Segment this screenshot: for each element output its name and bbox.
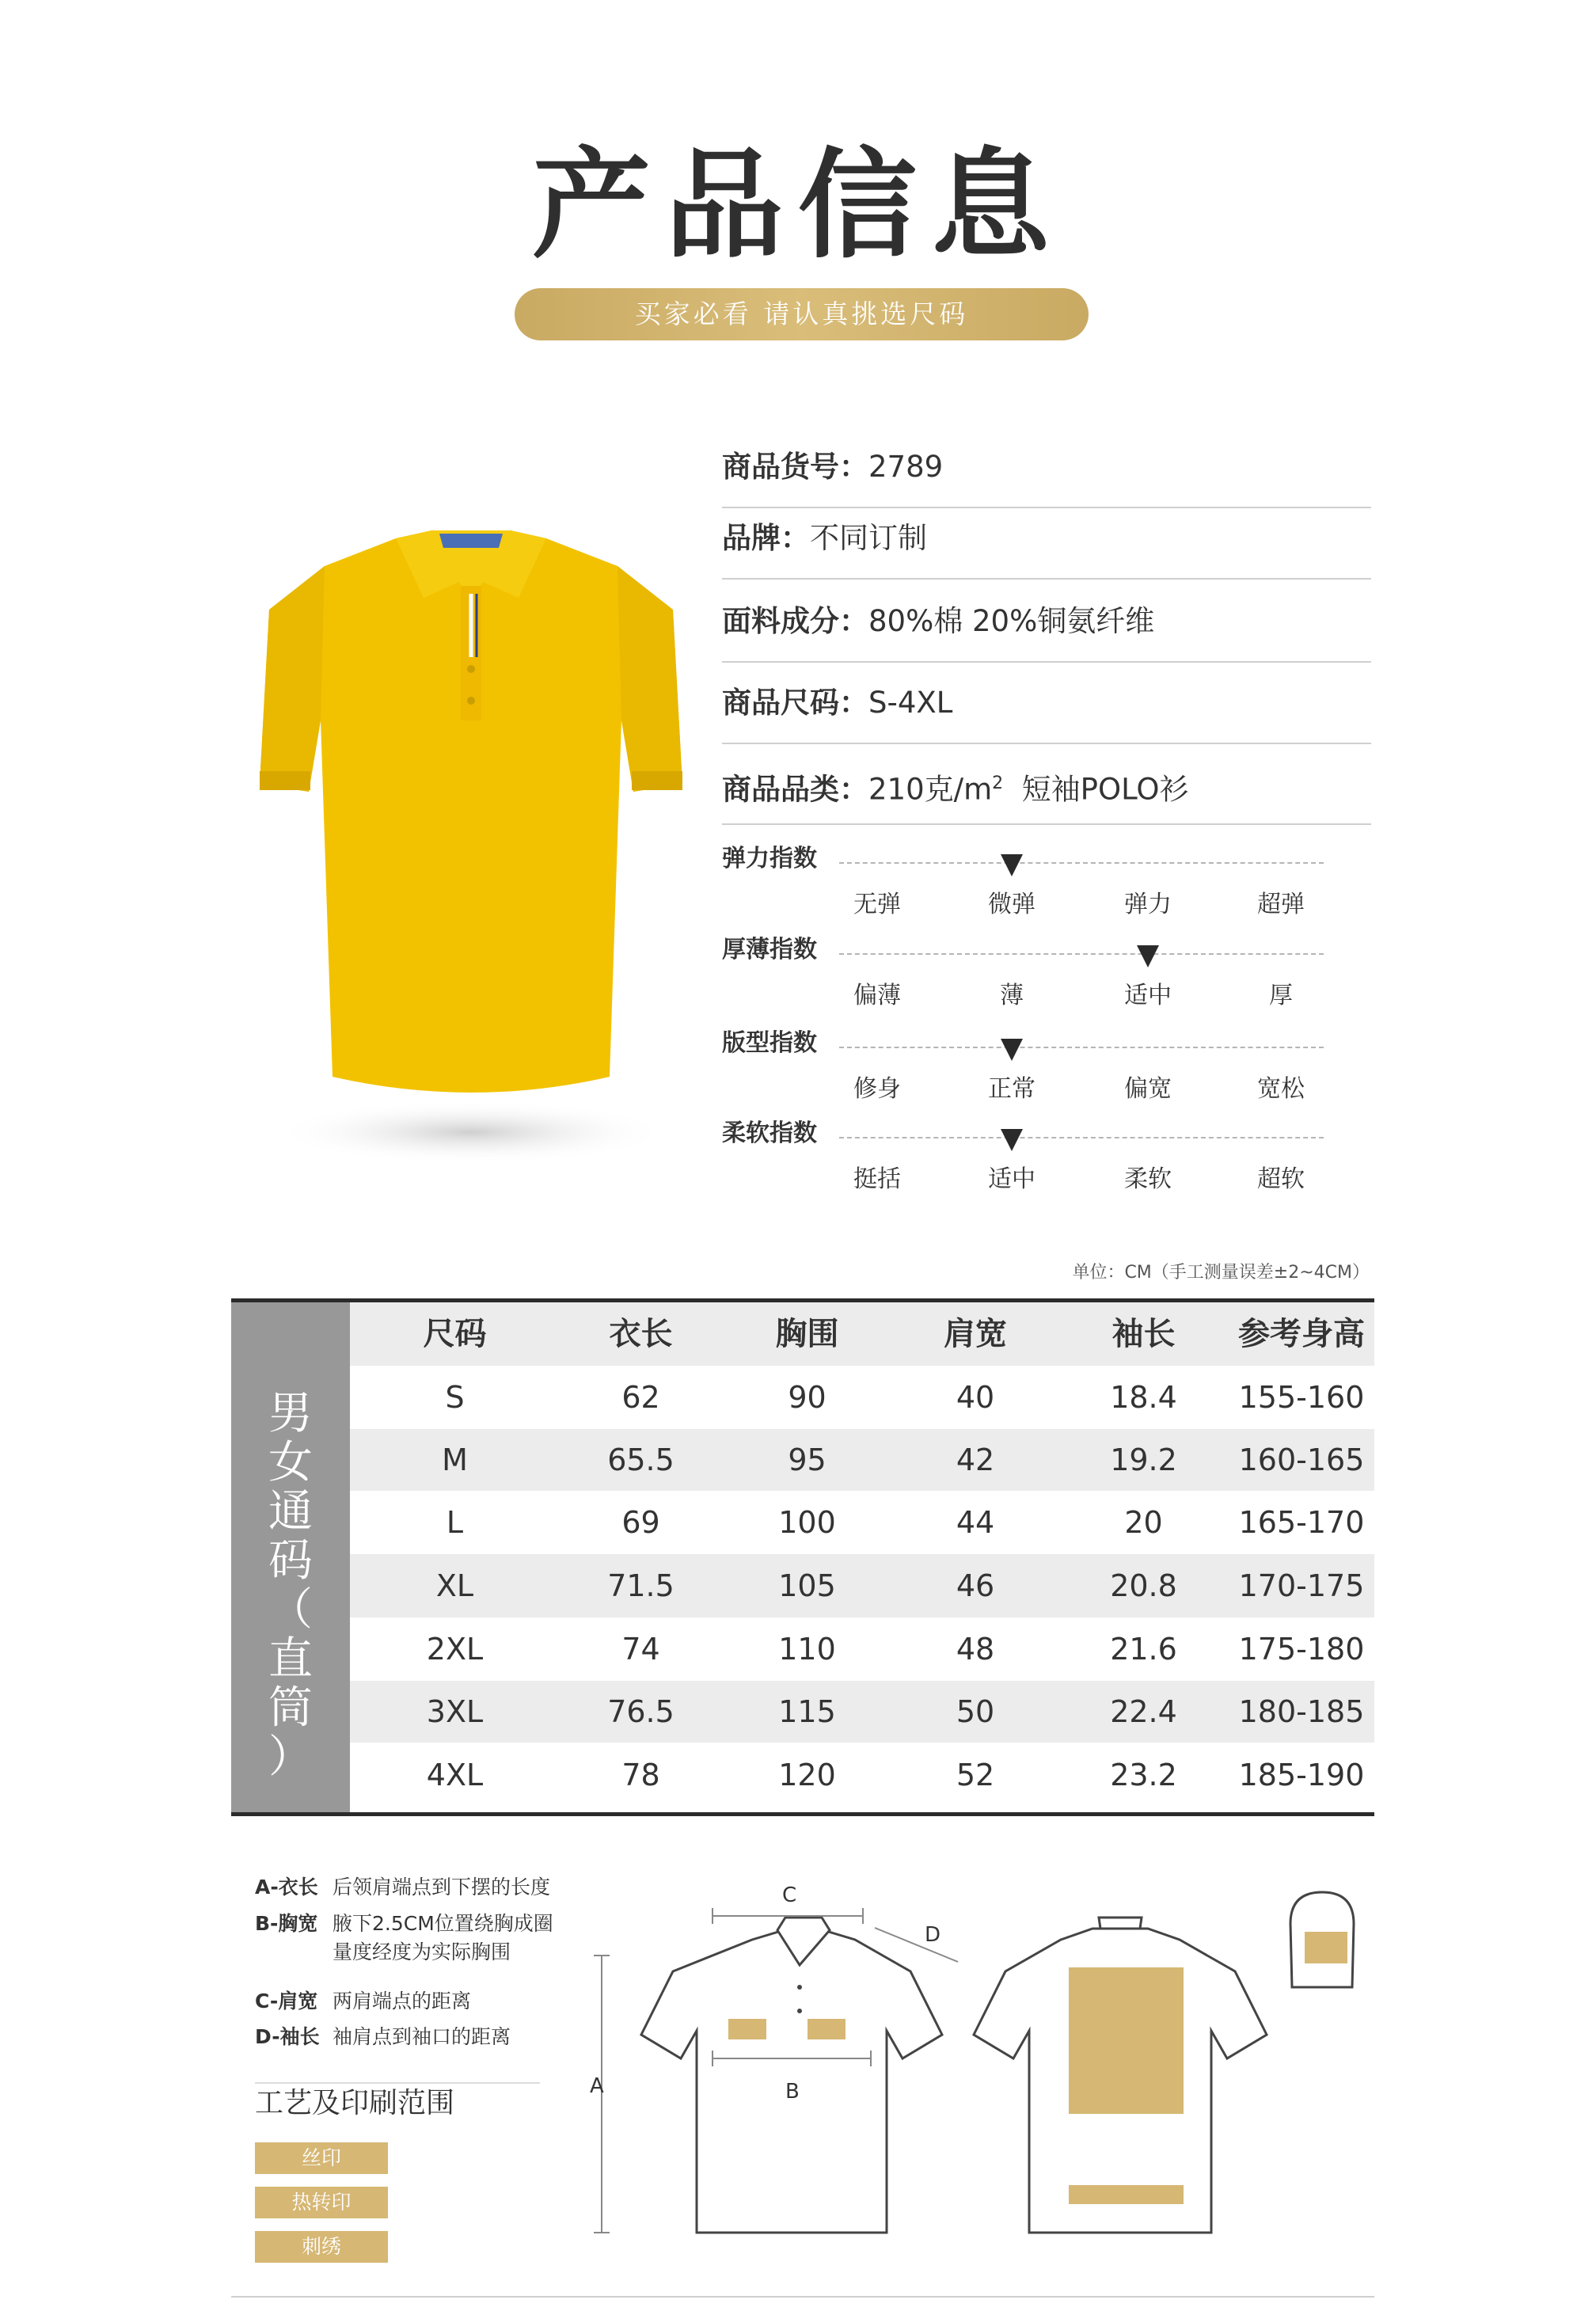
spec-size bbox=[722, 663, 1371, 744]
scale-line bbox=[839, 862, 1324, 864]
table-row bbox=[350, 1743, 1374, 1808]
spec-value: 80%棉 20%铜氨纤维 bbox=[868, 604, 1155, 638]
scale-option: 超弹 bbox=[1257, 891, 1305, 918]
table-cell: 155-160 bbox=[1238, 1380, 1365, 1415]
spec-fabric bbox=[722, 582, 1371, 663]
table-cell: 40 bbox=[956, 1380, 995, 1415]
table-cell: L bbox=[446, 1505, 464, 1540]
craft-title: 工艺及印刷范围 bbox=[255, 2087, 455, 2119]
diagram-label-a: A bbox=[590, 2074, 604, 2098]
table-cell: 120 bbox=[778, 1758, 836, 1792]
table-cell: 3XL bbox=[426, 1694, 484, 1729]
chest-print-left bbox=[728, 2019, 766, 2039]
table-cell: 4XL bbox=[426, 1758, 484, 1792]
back-collar bbox=[1099, 1918, 1142, 1929]
table-cell: S bbox=[445, 1380, 465, 1415]
diagram-label-b: B bbox=[785, 2080, 800, 2104]
spec-value: 2789 bbox=[868, 450, 944, 484]
craft-heat-transfer: 热转印 bbox=[255, 2187, 388, 2218]
measurement-diagram bbox=[570, 1868, 1378, 2248]
craft-silkscreen: 丝印 bbox=[255, 2142, 388, 2174]
legend-value: 袖肩点到袖口的距离 bbox=[332, 2025, 511, 2048]
diagram-label-c: C bbox=[782, 1883, 797, 1907]
spec-value-2: 短袖POLO衫 bbox=[1021, 772, 1189, 807]
table-cell: 19.2 bbox=[1110, 1442, 1177, 1477]
scale-option: 柔软 bbox=[1124, 1165, 1172, 1193]
spec-value: 不同订制 bbox=[810, 521, 927, 555]
spec-key: 商品品类： bbox=[722, 772, 868, 807]
table-cell: 21.6 bbox=[1110, 1632, 1177, 1667]
side-label-char: ） bbox=[268, 1731, 313, 1783]
chest-print-right bbox=[808, 2019, 846, 2039]
size-table bbox=[231, 1298, 1374, 1816]
table-cell: 78 bbox=[621, 1758, 660, 1792]
legend-value: 两肩端点的距离 bbox=[332, 1990, 472, 2013]
table-cell: 165-170 bbox=[1238, 1505, 1365, 1540]
spec-brand bbox=[722, 499, 1371, 580]
spec-key: 商品货号： bbox=[722, 450, 868, 484]
table-cell: 52 bbox=[956, 1758, 995, 1792]
back-hem-print bbox=[1069, 2185, 1184, 2204]
table-header-cell: 衣长 bbox=[609, 1316, 673, 1352]
side-label-char: 男 bbox=[268, 1388, 313, 1439]
spec-key: 商品尺码： bbox=[722, 686, 868, 720]
table-cell: 50 bbox=[956, 1694, 995, 1729]
side-label-char: 码 bbox=[268, 1535, 313, 1587]
table-row bbox=[350, 1554, 1374, 1617]
scale-option: 偏薄 bbox=[853, 982, 901, 1009]
sleeve-print bbox=[1305, 1932, 1347, 1963]
table-row bbox=[350, 1429, 1374, 1491]
unit-note: 单位：CM（手工测量误差±2~4CM） bbox=[1072, 1263, 1370, 1283]
legend-value: 腋下2.5CM位置绕胸成圈量度经度为实际胸围 bbox=[332, 1912, 553, 1963]
table-header-cell: 袖长 bbox=[1112, 1316, 1176, 1352]
table-cell: 69 bbox=[621, 1505, 660, 1540]
table-row bbox=[350, 1491, 1374, 1554]
scale-option: 适中 bbox=[988, 1165, 1036, 1193]
scale-option: 偏宽 bbox=[1124, 1075, 1172, 1103]
table-cell: 20.8 bbox=[1110, 1568, 1177, 1603]
table-cell: 175-180 bbox=[1238, 1632, 1365, 1667]
spec-item-number bbox=[722, 428, 1371, 508]
divider bbox=[231, 2296, 1374, 2298]
scale-marker-icon bbox=[1001, 854, 1023, 876]
table-cell: M bbox=[442, 1442, 468, 1477]
scale-option: 微弹 bbox=[988, 891, 1036, 918]
table-cell: 185-190 bbox=[1238, 1758, 1365, 1792]
table-header-cell: 参考身高 bbox=[1238, 1316, 1365, 1352]
side-label-char: 女 bbox=[268, 1437, 313, 1488]
scale-option: 厚 bbox=[1269, 982, 1293, 1009]
scale-option: 适中 bbox=[1124, 982, 1172, 1009]
table-cell: 18.4 bbox=[1110, 1380, 1177, 1415]
side-label-char: 通 bbox=[268, 1486, 313, 1537]
side-label-char: （ bbox=[268, 1584, 313, 1636]
table-row bbox=[350, 1681, 1374, 1743]
table-row bbox=[350, 1617, 1374, 1681]
table-cell: 110 bbox=[778, 1632, 836, 1667]
scale-marker-icon bbox=[1001, 1129, 1023, 1151]
table-header-cell: 胸围 bbox=[775, 1316, 839, 1352]
legend-key: D-袖长 bbox=[255, 2025, 320, 2048]
scale-option: 无弹 bbox=[853, 891, 901, 918]
table-header-row bbox=[350, 1302, 1374, 1366]
index-scale bbox=[722, 1118, 1324, 1210]
legend-item-d bbox=[255, 2023, 570, 2051]
side-label bbox=[231, 1302, 350, 1812]
legend-item-b bbox=[255, 1910, 570, 1967]
scale-option: 弹力 bbox=[1124, 891, 1172, 918]
scale-line bbox=[839, 953, 1324, 955]
legend-key: B-胸宽 bbox=[255, 1912, 318, 1935]
scale-option: 超软 bbox=[1257, 1165, 1305, 1193]
scale-option: 挺括 bbox=[853, 1165, 901, 1193]
table-cell: 44 bbox=[956, 1505, 995, 1540]
craft-embroidery: 刺绣 bbox=[255, 2231, 388, 2263]
table-header-cell: 肩宽 bbox=[944, 1316, 1007, 1352]
side-label-char: 直 bbox=[268, 1633, 313, 1685]
index-scale bbox=[722, 843, 1324, 935]
table-header-cell: 尺码 bbox=[423, 1316, 487, 1352]
table-cell: 23.2 bbox=[1110, 1758, 1177, 1792]
table-cell: 100 bbox=[778, 1505, 836, 1540]
spec-category bbox=[722, 744, 1371, 825]
diagram-label-d: D bbox=[925, 1923, 941, 1947]
side-label-char: 筒 bbox=[268, 1682, 313, 1734]
table-cell: 71.5 bbox=[607, 1568, 674, 1603]
legend-key: C-肩宽 bbox=[255, 1990, 318, 2013]
scale-marker-icon bbox=[1001, 1039, 1023, 1061]
table-cell: 74 bbox=[621, 1632, 660, 1667]
scale-marker-icon bbox=[1137, 945, 1159, 967]
legend-key: A-衣长 bbox=[255, 1876, 318, 1899]
spec-value: S-4XL bbox=[868, 686, 953, 720]
legend-item-c bbox=[255, 1987, 570, 2016]
scale-option: 薄 bbox=[1000, 982, 1024, 1009]
table-cell: 115 bbox=[778, 1694, 836, 1729]
scale-label: 厚薄指数 bbox=[722, 936, 817, 964]
polo-shirt-image bbox=[245, 523, 697, 1172]
table-cell: 95 bbox=[788, 1442, 826, 1477]
table-cell: 160-165 bbox=[1238, 1442, 1365, 1477]
scale-label: 版型指数 bbox=[722, 1029, 817, 1057]
subtitle-banner: 买家必看 请认真挑选尺码 bbox=[515, 288, 1089, 340]
table-cell: 20 bbox=[1124, 1505, 1163, 1540]
index-scale bbox=[722, 1028, 1324, 1119]
scale-option: 修身 bbox=[853, 1075, 901, 1103]
table-cell: 65.5 bbox=[607, 1442, 674, 1477]
table-cell: 42 bbox=[956, 1442, 995, 1477]
scale-line bbox=[839, 1047, 1324, 1048]
table-cell: 105 bbox=[778, 1568, 836, 1603]
table-cell: XL bbox=[435, 1568, 474, 1603]
table-cell: 90 bbox=[788, 1380, 826, 1415]
table-cell: 22.4 bbox=[1110, 1694, 1177, 1729]
table-row bbox=[350, 1366, 1374, 1429]
spec-superscript: 2 bbox=[992, 774, 1004, 793]
table-cell: 76.5 bbox=[607, 1694, 674, 1729]
table-cell: 48 bbox=[956, 1632, 995, 1667]
table-cell: 170-175 bbox=[1238, 1568, 1365, 1603]
index-scale bbox=[722, 934, 1324, 1026]
scale-label: 弹力指数 bbox=[722, 845, 817, 872]
spec-key: 面料成分： bbox=[722, 604, 868, 638]
scale-option: 宽松 bbox=[1257, 1075, 1305, 1103]
back-print-area bbox=[1069, 1967, 1184, 2114]
page-title: 产品信息 bbox=[531, 137, 1064, 275]
scale-label: 柔软指数 bbox=[722, 1119, 817, 1147]
spec-value: 210克/m bbox=[868, 772, 993, 807]
legend-item-a bbox=[255, 1873, 570, 1902]
scale-option: 正常 bbox=[988, 1075, 1036, 1103]
legend-value: 后领肩端点到下摆的长度 bbox=[332, 1876, 551, 1899]
scale-line bbox=[839, 1137, 1324, 1138]
spec-key: 品牌： bbox=[722, 521, 810, 555]
table-cell: 62 bbox=[621, 1380, 660, 1415]
table-cell: 46 bbox=[956, 1568, 995, 1603]
table-cell: 2XL bbox=[426, 1632, 484, 1667]
table-cell: 180-185 bbox=[1238, 1694, 1365, 1729]
